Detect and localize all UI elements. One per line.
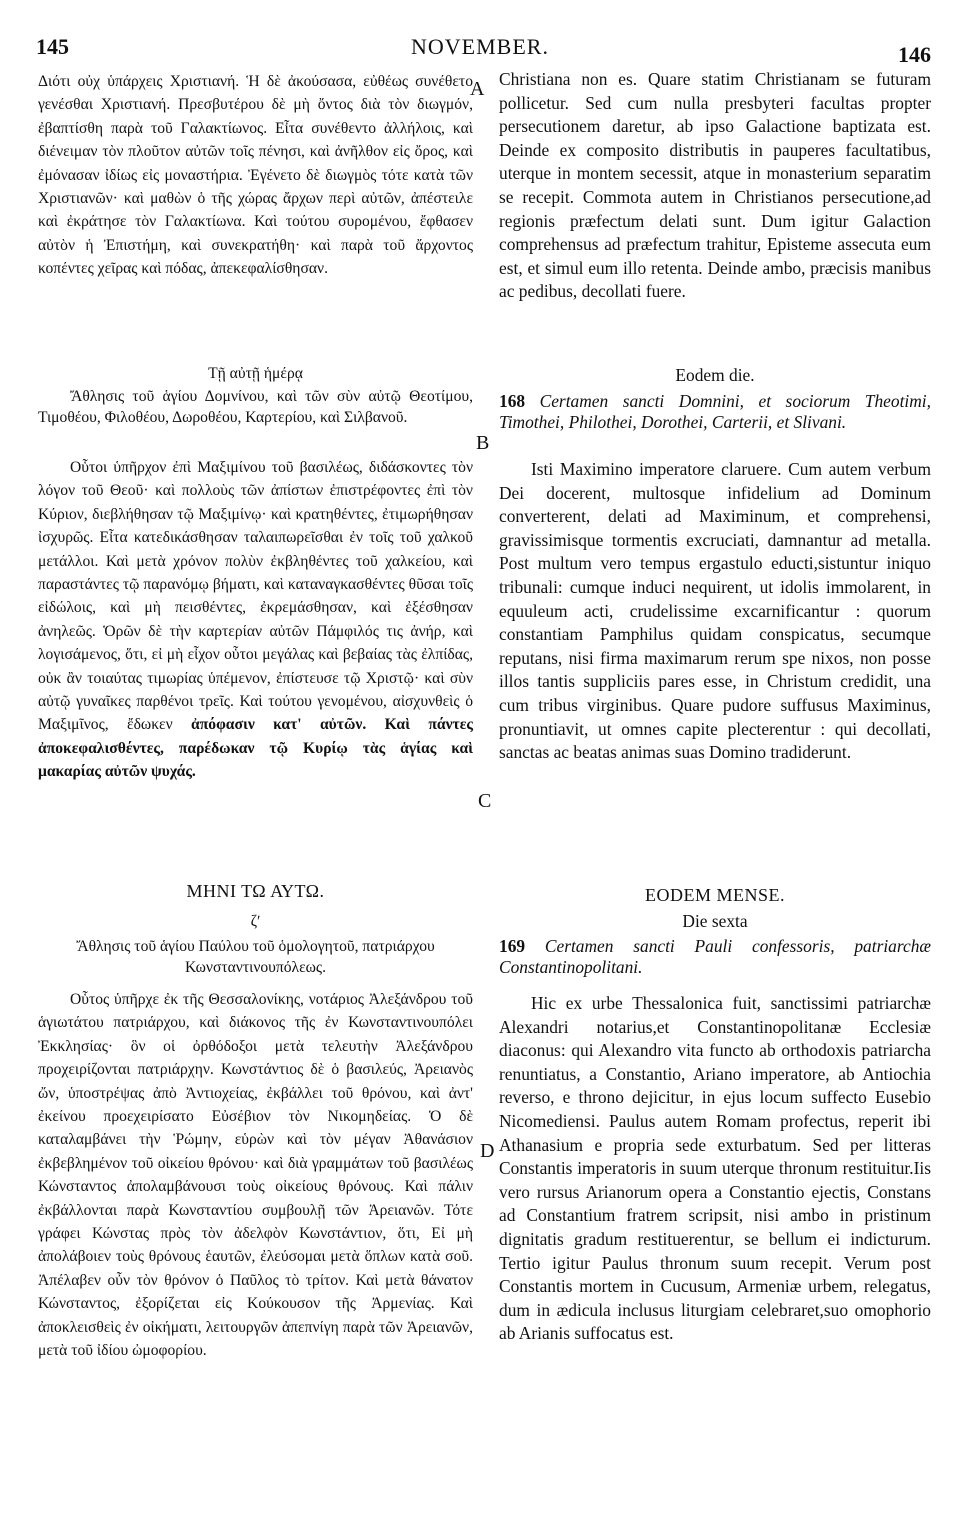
entry-number-169: 169 [499, 936, 526, 956]
latin-title-169 [499, 936, 931, 978]
margin-letter-d: D [480, 1140, 495, 1162]
latin-title-168 [499, 391, 931, 433]
greek-column-top [38, 70, 473, 281]
latin-title-168-words: Certamen sancti Domnini, et sociorum Theotimi, Timothei, Philothei, Dorothei, Carterii, et Slivani. [499, 391, 931, 432]
greek-paragraph-galaction: Διότι οὐχ ὑπάρχεις Χριστιανή. Ἡ δὲ ἀκούσασα, εὐθέως συνέθετο γενέσθαι Χριστιανή. Πρεσβυτέρου δὲ μὴ ὄντος διὰ τὸν διωγμόν, ἐβαπτίσθη παρὰ τοῦ Γαλακτίωνος. Εἶτα συνέθεντο ἀλλήλοις, καὶ διένειμαν τὸν πλοῦτον αὐτῶν τοῖς πένησι, καὶ ἀνῆλθον εἰς ὄρος, καὶ ἐμόνασαν ἰδίως εἰς μοναστήρια. Ἐγένετο δὲ διωγμὸς τότε κατὰ τῶν Χριστιανῶν· καὶ μαθὼν ὁ τῆς χώρας ἄρχων περὶ αὐτῶν, ἀπέστειλε καὶ ἐκράτησε τὸν Γαλακτίωνα. Καὶ τούτου συρομένου, ἔφθασεν αὐτὸν ἡ Ἐπιστήμη, καὶ συνεκρατήθη· καὶ παρὰ τοῦ ἄρχοντος κοπέντες χεῖρας καὶ πόδας, ἀπεκεφαλίσθησαν. [38, 73, 473, 278]
page-number-left: 145 [36, 34, 69, 59]
page-number-right: 146 [898, 42, 931, 67]
latin-day-heading: Eodem die. [675, 365, 755, 385]
greek-paragraph-168 [38, 456, 473, 784]
greek-title-168-text: Ἄθλησις τοῦ ἁγίου Δομνίνου, καὶ τῶν σὺν αὐτῷ Θεοτίμου, Τιμοθέου, Φιλοθέου, Δωροθέου, Καρτερίου, καὶ Σιλβανοῦ. [38, 388, 473, 426]
greek-month-heading: ΜΗΝΙ ΤΩ ΑΥΤΩ. [186, 881, 325, 901]
greek-title-169-text: Ἄθλησις τοῦ ἁγίου Παύλου τοῦ ὁμολογητοῦ, πατριάρχου Κωνσταντινουπόλεως. [76, 938, 435, 976]
latin-paragraph-169: Hic ex urbe Thessalonica fuit, sanctissimi patriarchæ Alexandri notarius,et Constantinopolitanæ Ecclesiæ diaconus: qui Alexandro vita functo ab orthodoxis patriarcha renuntiatus, a Constantio, Ariano imperatore, ab Antiochia reverso, e throno dejicitur, in ejus locum suffecto Eusebio Nicomediensi. Paulus autem Romam profectus, reperit ibi Athanasium e propria sede exturbatum. Sed per litteras Constantis imperatoris in suum uterque thronum restituitur.Iis vero rursus Arianorum opera a Constantio ejectis, Constans ad Constantium fratrem scripsit, nisi ambo in pristinum dignitatis gradum restituerentur, se bellum ei indicturum. Tertio igitur Paulus thronum suum recepit. Verum post Constantis mortem in Cucusum, Armeniæ urbem, relegatus, dum in ædicula inclusus liturgiam celebraret,suo omophorio ab Arianis suffocatus est. [499, 993, 931, 1344]
greek-paragraph-168-bold: ἀπόφασιν κατ' αὐτῶν. Καὶ πάντες ἀποκεφαλισθέντες, παρέδωκαν τῷ Κυρίῳ τὰς ἁγίας καὶ μακαρίας αὐτῶν ψυχάς. [38, 716, 473, 781]
greek-entry-169 [38, 988, 473, 1363]
greek-day-heading: Τῇ αὐτῇ ἡμέρᾳ [208, 365, 303, 382]
latin-day-sub: Die sexta [682, 911, 748, 931]
latin-title-168-text [499, 391, 931, 433]
latin-entry-168 [499, 458, 931, 765]
greek-title-168 [38, 386, 473, 428]
latin-title-169-words: Certamen sancti Pauli confessoris, patriarchæ Constantinopolitani. [499, 936, 932, 977]
margin-letter-b: B [476, 432, 490, 454]
latin-title-169-text [499, 936, 931, 978]
latin-month-heading: EODEM MENSE. [645, 885, 785, 905]
running-title: NOVEMBER. [411, 34, 549, 59]
latin-column-top [499, 68, 931, 304]
latin-paragraph-168: Isti Maximino imperatore claruere. Cum autem verbum Dei docerent, multosque infidelium ad Dominum converterent, delati ad Maximinum, et comprehensi, gravissimisque tormentis excruciati, damnantur ad metalla. Post multum vero tempus ergastulo educti,sistuntur iniquo tribunali: cumque induci nequirent, ut idolis immolarent, in equuleum acti, crudelissime excarnificantur : quorum constantiam Pamphilus quidam conspicatus, secumque reputans, nisi firma maximarum rerum spe nixos, non posse illos tantis suppliciis pares esse, in Christum credidit, una cum tribus virginibus. Quare pudore suffusus Maximinus, pronuntiavit, ut omnes capite plecterentur : qui decollati, sanctas ac beatas animas suas Domino tradiderunt. [499, 459, 931, 763]
greek-title-169 [38, 936, 473, 978]
margin-letter-a: A [470, 78, 485, 100]
latin-paragraph-galaction: Christiana non es. Quare statim Christianam se futuram pollicetur. Sed cum nulla presbyteri facultas propter persecutionem daretur, ab ipso Galactione baptizata est. Deinde ex composito distributis in pauperes facultatibus, uterque in montem secessit, atque in monasterium separatim se recepit. Commota autem in Christianos persecutione,ad regionis præfectum delati sunt. Dum igitur Galaction comprehensus ad præfectum trahitur, Episteme assecuta eum est, et simul eum illo retenta. Deinde ambo, præcisis manibus ac pedibus, decollati fuere. [499, 69, 931, 302]
entry-number-168: 168 [499, 391, 526, 411]
greek-entry-168 [38, 456, 473, 784]
greek-day-number: ζʹ [250, 913, 261, 930]
greek-paragraph-168-plain: Οὗτοι ὑπῆρχον ἐπὶ Μαξιμίνου τοῦ βασιλέως, διδάσκοντες τὸν λόγον τοῦ Θεοῦ· καὶ πολλοὺς τῶν ἀπίστων ἐπιστρέφοντες ἐπὶ τὸν Κύριον, διεβλήθησαν τῷ Μαξιμίνῳ· καὶ κρατηθέντες, ἐτιμωρήθησαν ἰσχυρῶς. Εἶτα κατεδικάσθησαν ταλαιπωρεῖσθαι ἐν τοῖς τοῦ χαλκοῦ μετάλλοι. Καὶ μετὰ χρόνον πολὺν ἐκβληθέντες τοῦ χαλκείου, καὶ παραστάντες τῷ παρανόμῳ βήματι, καὶ καταναγκασθέντες θῦσαι τοῖς εἰδώλοις, καὶ μὴ πεισθέντες, ἐκρεμάσθησαν, καὶ ἐξέσθησαν ἀνηλεῶς. Ὁρῶν δὲ τὴν καρτερίαν αὐτῶν Πάμφιλός τις ἀνήρ, καὶ λογισάμενος, ὅτι, εἰ μὴ εἶχον οὗτοι μεγάλας καὶ βεβαίας τὰς ἐλπίδας, οὐκ ἂν τοιαύτας τιμωρίας ὑπέμενον, ἐπίστευσε τῷ Χριστῷ· καὶ σὺν αὐτῷ γυναῖκες παρθένοι τρεῖς. Καὶ τούτου γενομένου, αἰσχυνθεὶς ὁ Μαξιμῖνος, ἔδωκεν [38, 459, 473, 734]
latin-entry-169 [499, 992, 931, 1346]
greek-paragraph-169: Οὗτος ὑπῆρχε ἐκ τῆς Θεσσαλονίκης, νοτάριος Ἀλεξάνδρου τοῦ ἁγιωτάτου πατριάρχου, καὶ διάκονος τῆς ἐν Κωνσταντινουπόλει Ἐκκλησίας· ὃν οἱ ὀρθόδοξοι μετὰ τελευτὴν Ἀλεξάνδρου προχειρίζονται πατριάρχην. Κωνστάντιος δὲ ὁ βασιλεύς, Ἀρειανὸς ὤν, ὑποστρέψας ἀπὸ Ἀντιοχείας, ἐκβάλλει τοῦ θρόνου, καὶ ἀντ' ἐκείνου προεχειρίσατο Εὐσέβιον τὸν Νικομηδείας. Ὁ δὲ καταλαμβάνει τὴν Ῥώμην, εὑρὼν καὶ τὸν μέγαν Ἀθανάσιον ἐκβεβλημένον τοῦ οἰκείου θρόνου· καὶ διὰ γραμμάτων τοῦ βασιλέως Κώνσταντος ἀπολαμβάνουσι τοὺς οἰκείους θρόνους. Καὶ πάλιν ἐκβάλλονται παρὰ Κωνσταντίου συμβουλῇ τῶν Ἀρειανῶν. Τότε γράφει Κώνστας πρὸς τὸν ἀδελφὸν Κωνστάντιον, ὅτι, Εἰ μὴ ἀπολάβοιεν τοὺς θρόνους ἑαυτῶν, ἐλεύσομαι μετὰ ὅπλων κατὰ σοῦ. Ἀπέλαβεν οὖν τὸν θρόνον ὁ Παῦλος τὸ τρίτον. Καὶ μετὰ θάνατον Κώνσταντος, ἐξορίζεται εἰς Κούκουσον τῆς Ἀρμενίας. Καὶ ἀποκλεισθεὶς ἐν οἰκήματι, λειτουργῶν ἀπεπνίγη παρὰ τῶν Ἀρειανῶν, μετὰ τοῦ ἰδίου ὠμοφορίου. [38, 991, 473, 1360]
margin-letter-c: C [478, 790, 492, 812]
